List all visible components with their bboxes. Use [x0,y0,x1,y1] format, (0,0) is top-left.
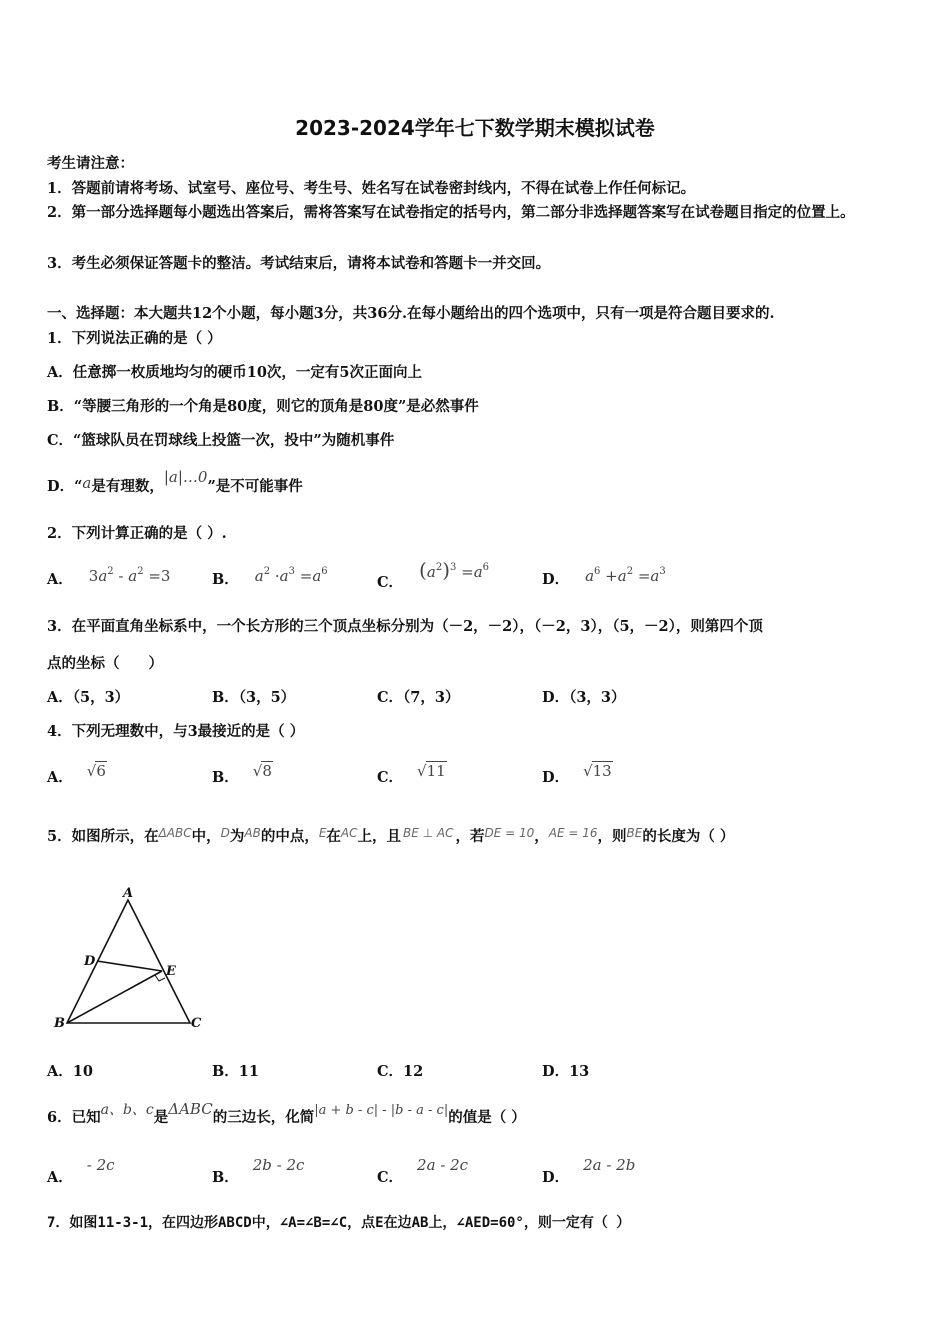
page-title: 2023-2024学年七下数学期末模拟试卷 [295,116,655,140]
q4-option-c: C． √11 [377,762,446,786]
q2-b-expr: $a^2 \cdot a^3 =a^6$ [254,566,328,585]
vertex-label-a: A [123,886,134,901]
right-angle-mark [155,975,165,981]
vertex-label-e: E [166,964,176,979]
q3-option-b: B．（3，5） [212,689,296,706]
triangle-figure [50,885,210,1035]
notice-item-1: 1．答题前请将考场、试室号、座位号、考生号、姓名写在试卷密封线内，不得在试卷上作任何标记。 [47,180,696,197]
vertex-label-d: D [84,954,96,969]
q1-option-d: D．“a是有理数，|a|…0”是不可能事件 [47,468,303,495]
q3-option-a: A．（5，3） [47,689,130,706]
sqrt-icon: √11 [417,762,446,780]
q2-d-expr: $a^6 +a^2 =a^3$ [585,566,666,585]
q6-option-b: B．2b - 2c [212,1156,305,1186]
q4-option-a: A． √6 [47,762,106,786]
q5-option-c: C．12 [377,1063,424,1080]
q3-stem-line2: 点的坐标（ ） [47,655,163,672]
q5-stem: 5．如图所示，在$^{\Delta ABC}$中，$^D$为$^{AB}$的中点，$^E$在$^{AC}$上，且 $^{BE \perp AC}$ ，若$^{DE = 10}$，$^{AE = 16}$，则$^{BE}$的长度为（ ） [47,826,735,845]
sqrt-icon: √6 [86,762,106,780]
q1-option-c: C．“篮球队员在罚球线上投篮一次，投中”为随机事件 [47,432,395,449]
q6-option-d: D．2a - 2b [542,1156,636,1186]
q6-option-c: C．2a - 2c [377,1156,469,1186]
q2-c-expr: $(a^2)^3 =a^6$ [419,558,490,582]
q1-option-b: B．“等腰三角形的一个角是80度，则它的顶角是80度”是必然事件 [47,398,479,415]
q4-stem: 4．下列无理数中，与3最接近的是（ ） [47,723,305,740]
segment-de [97,961,162,971]
q2-stem: 2．下列计算正确的是（ ）. [47,525,227,542]
sqrt-icon: √13 [583,762,612,780]
q2-option-c: C．$(a^2)^3 =a^6$ [377,558,490,591]
sqrt-icon: √8 [252,762,272,780]
q5-option-a: A．10 [47,1063,93,1080]
q2-option-b: B． $a^2 \cdot a^3 =a^6$ [212,566,328,588]
q3-option-d: D．（3，3） [542,689,626,706]
q4-option-d: D． √13 [542,762,612,786]
q1-stem: 1．下列说法正确的是（ ） [47,330,222,347]
segment-be [67,971,162,1023]
notice-item-3: 3．考生必须保证答题卡的整洁。考试结束后，请将本试卷和答题卡一并交回。 [47,255,551,272]
q2-option-a: A． $3a^2 - a^2 =3$ [47,566,171,588]
q1-d-var: a [82,474,92,492]
q2-a-expr: $3a^2 - a^2 =3$ [88,566,171,585]
q5-option-d: D．13 [542,1063,590,1080]
section-heading: 一、选择题：本大题共12个小题，每小题3分，共36分.在每小题给出的四个选项中，只有一项是符合题目要求的. [47,305,775,322]
vertex-label-b: B [54,1016,65,1031]
q5-option-b: B．11 [212,1063,259,1080]
q7-stem: 7．如图11-3-1，在四边形ABCD中，∠A=∠B=∠C，点E在边AB上，∠AED=60°，则一定有（ ） [47,1215,631,1231]
q6-option-a: A．- 2c [47,1156,115,1186]
q1-d-math: |a|…0 [163,468,208,486]
q2-option-d: D． $a^6 +a^2 =a^3$ [542,566,666,588]
q6-stem: 6．已知a、b、c是ΔABC的三边长，化简|a + b - c| - |b - a - c|的值是（ ） [47,1100,526,1126]
q4-option-b: B． √8 [212,762,272,786]
notice-item-2: 2．第一部分选择题每小题选出答案后，需将答案写在试卷指定的括号内，第二部分非选择题答案写在试卷题目指定的位置上。 [47,204,855,221]
notice-heading: 考生请注意： [47,155,134,172]
q1-option-a: A．任意掷一枚质地均匀的硬币10次，一定有5次正面向上 [47,364,423,381]
q3-stem-line1: 3．在平面直角坐标系中，一个长方形的三个顶点坐标分别为（－2，－2），（－2，3），（5，－2），则第四个顶 [47,618,763,635]
q3-option-c: C．（7，3） [377,689,460,706]
vertex-label-c: C [191,1016,202,1031]
